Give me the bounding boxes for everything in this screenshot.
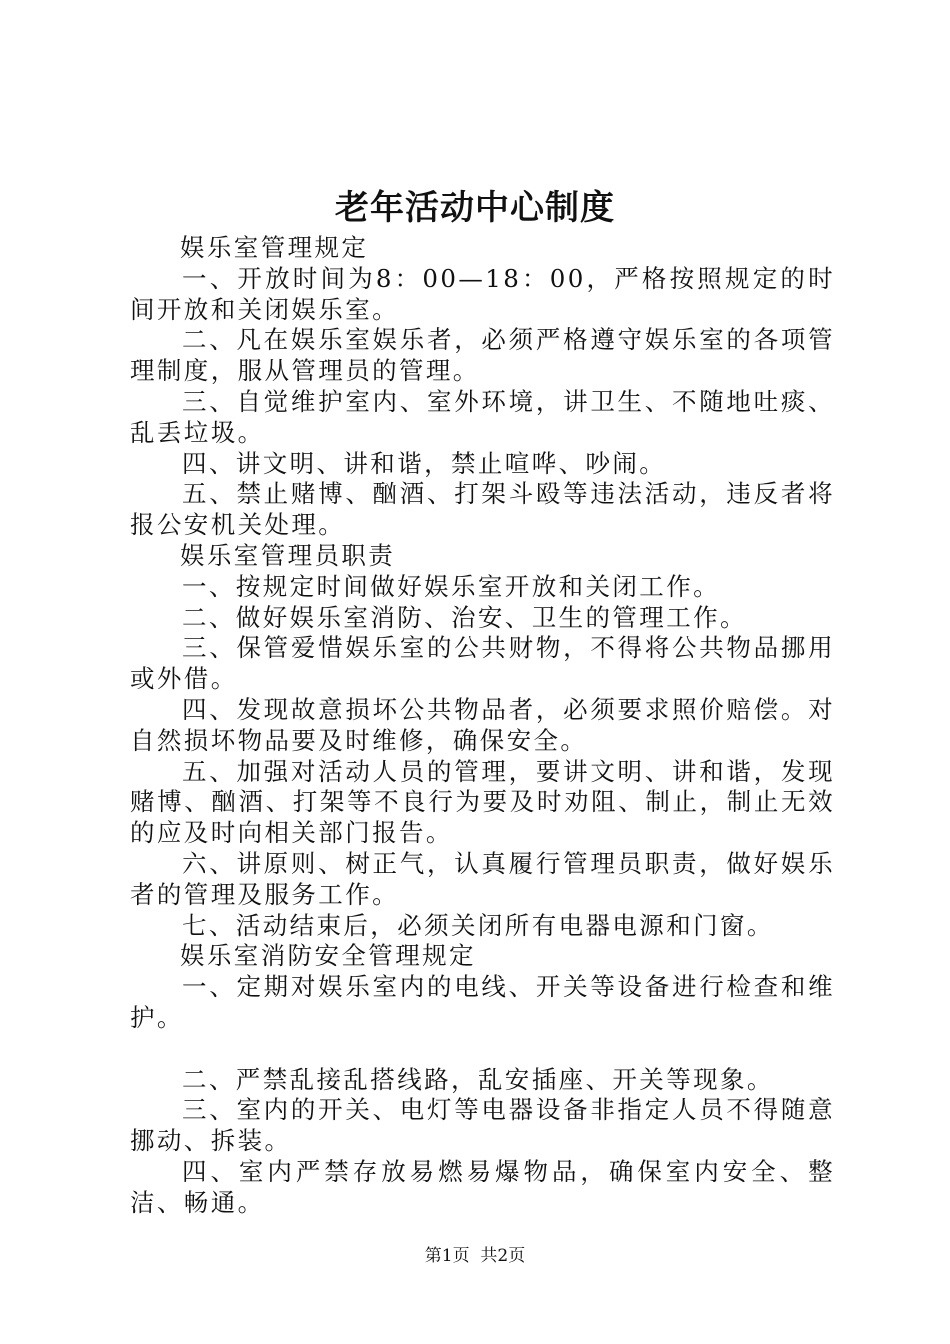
duty-item: 五、加强对活动人员的管理，要讲文明、讲和谐，发现赌博、酗酒、打架等不良行为要及时劝阻、制止，制止无效的应及时向相关部门报告。 [130, 756, 835, 848]
blank-line [130, 1034, 835, 1065]
section-heading: 娱乐室管理规定 [180, 233, 369, 262]
fire-safety-item: 二、严禁乱接乱搭线路，乱安插座、开关等现象。 [182, 1064, 774, 1094]
section-heading: 娱乐室管理员职责 [180, 540, 396, 570]
duty-item: 三、保管爱惜娱乐室的公共财物，不得将公共物品挪用或外借。 [130, 633, 835, 694]
document-body [130, 233, 835, 1219]
duty-item: 四、发现故意损坏公共物品者，必须要求照价赔偿。对自然损坏物品要及时维修，确保安全。 [130, 694, 835, 755]
duty-item: 一、按规定时间做好娱乐室开放和关闭工作。 [182, 571, 720, 601]
rule-item: 一、开放时间为8：00—18：00，严格按照规定的时间开放和关闭娱乐室。 [130, 263, 835, 324]
rule-item: 二、凡在娱乐室娱乐者，必须严格遵守娱乐室的各项管理制度，服从管理员的管理。 [130, 325, 835, 386]
fire-safety-item: 四、室内严禁存放易燃易爆物品，确保室内安全、整洁、畅通。 [130, 1156, 835, 1217]
rule-item: 三、自觉维护室内、室外环境，讲卫生、不随地吐痰、乱丢垃圾。 [130, 386, 835, 447]
page-number-footer: 第1页 共2页 [424, 1246, 526, 1266]
fire-safety-item: 三、室内的开关、电灯等电器设备非指定人员不得随意挪动、拆装。 [130, 1095, 835, 1156]
rule-item: 四、讲文明、讲和谐，禁止喧哗、吵闹。 [182, 448, 667, 478]
fire-safety-item: 一、定期对娱乐室内的电线、开关等设备进行检查和维护。 [130, 972, 835, 1032]
section-heading: 娱乐室消防安全管理规定 [180, 941, 476, 971]
rule-item: 五、禁止赌博、酗酒、打架斗殴等违法活动，违反者将报公安机关处理。 [130, 479, 835, 540]
duty-item: 二、做好娱乐室消防、治安、卫生的管理工作。 [182, 602, 747, 632]
duty-item: 六、讲原则、树正气，认真履行管理员职责，做好娱乐者的管理及服务工作。 [130, 848, 835, 909]
document-title: 老年活动中心制度 [335, 188, 615, 228]
duty-item: 七、活动结束后，必须关闭所有电器电源和门窗。 [182, 910, 774, 940]
